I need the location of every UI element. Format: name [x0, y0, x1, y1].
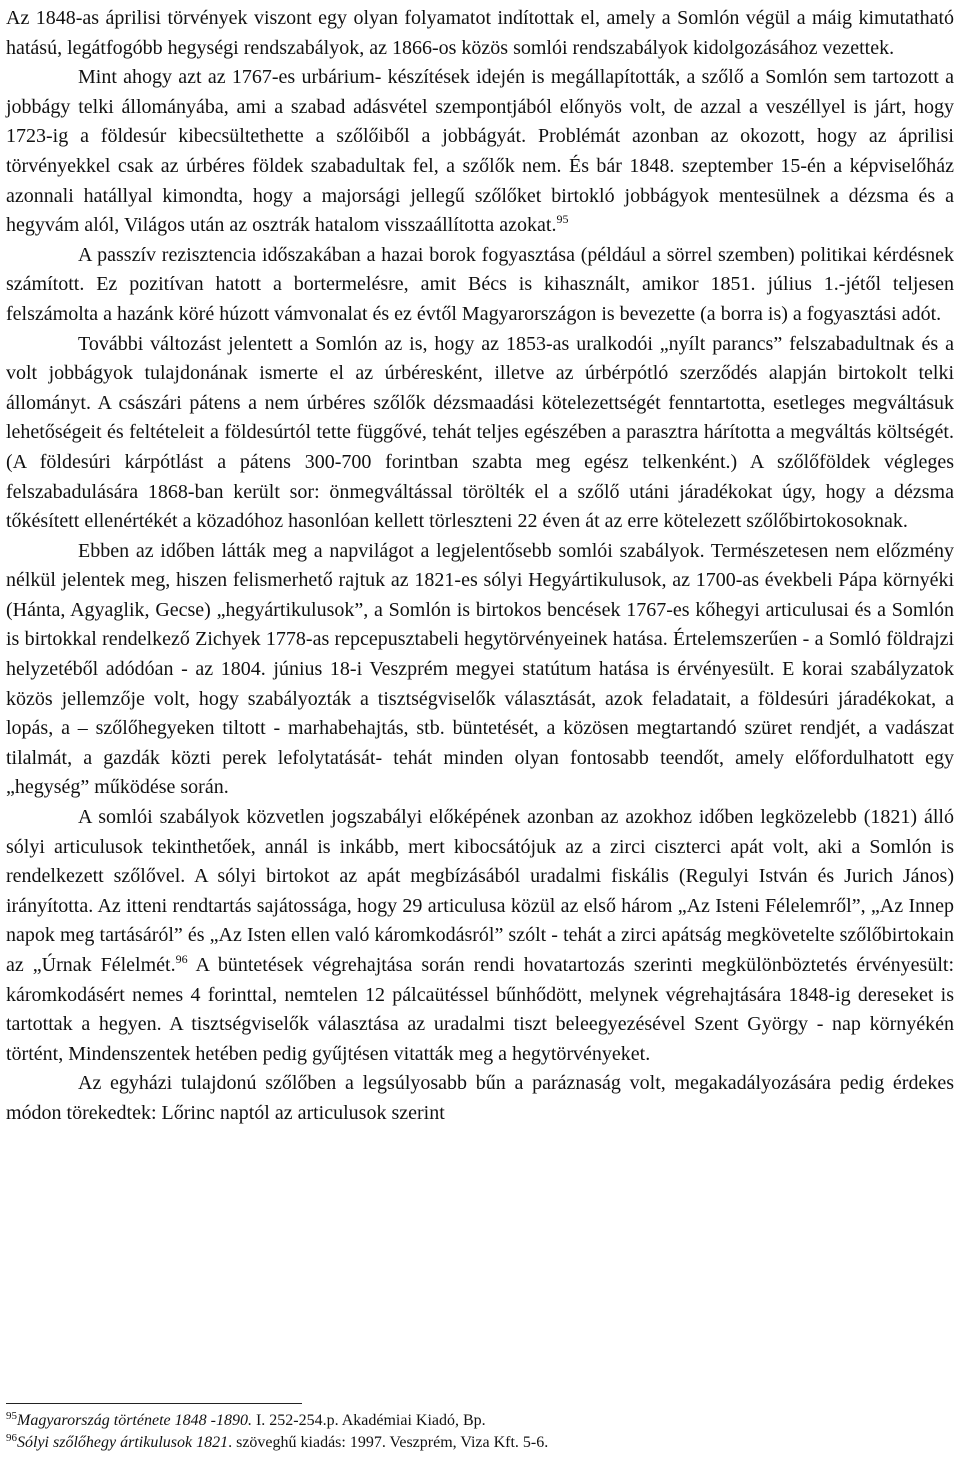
paragraph-1853-patent [6, 330, 954, 537]
footnote-source: I. 252-254.p. Akadémiai Kiadó, Bp. [251, 1412, 486, 1429]
footnote-96 [6, 1432, 954, 1454]
paragraph-text: További változást jelentett a Somlón az is, hogy az 1853-as uralkodói „nyílt parancs” felszabadultnak és a volt jobbágyok tulajdonának ismerte el az úrbéresként, illetve az úrbérpótló szerződés alapján birtokolt telki állományt. A császári pátens a nem úrbéres szőlők dézsmaadási kötelezettségét fenntartotta, esetleges megváltásuk lehetőségeit és feltételeit a földesúrtól tette függővé, tehát teljes egészében a parasztra hárította a megváltás költségét. (A földesúri kárpótlást a pátens 300-700 forintban szabta meg egész telkenként.) A szőlőföldek végleges felszabadulására 1868-ban került sor: önmegváltással törölték el a szőlő utáni járadékokat úgy, hogy a dézsma tőkésített ellenértékét a közadóhoz hasonlóan kellett törleszteni 22 éven át az erre kötelezett szőlőbirtokosoknak. [6, 332, 954, 533]
body-text [6, 0, 954, 1129]
paragraph-text-continued: A büntetések végrehajtása során rendi hovatartozás szerinti megkülönböztetés érvényesült: káromkodásért nemes 4 forinttal, nemtelen 12 pálcaütéssel bűnhődött, melynek végrehajtására 1848-ig dereseket is tartottak a hegyen. A tisztségviselők választása az uradalmi tiszt beleegyezésével Szent György - nap környékén történt, Mindenszentek hetében pedig gyűjtésen vitatták meg a hegytörvényeket. [6, 954, 954, 1065]
footnote-source: . szöveghű kiadás: 1997. Veszprém, Viza Kft. 5-6. [228, 1434, 549, 1451]
paragraph-text: A passzív rezisztencia időszakában a hazai borok fogyasztása (például a sörrel szemben) politikai kérdésnek számított. Ez pozitívan hatott a bortermelésre, amit Bécs is kihasznált, amikor 1851. július 1.-jétől teljesen felszámolta a hazánk köré húzott vámvonalat és ez évtől Magyarországon is bevezette (a borra is) a fogyasztási adót. [6, 243, 954, 325]
paragraph-somlo-rules [6, 537, 954, 803]
footnote-95 [6, 1410, 954, 1432]
footnote-number: 96 [6, 1432, 17, 1444]
paragraph-text: Mint ahogy azt az 1767-es urbárium- készítések idején is megállapították, a szőlő a Somlón sem tartozott a jobbágy telki állományába, ami a szabad adásvétel szempontjából előnyös volt, de azzal a veszéllyel is járt, hogy 1723-ig a földesúr kibecsültethette a szőlőiből a jobbágyát. Problémát azonban az okozott, hogy az áprilisi törvényekkel csak az úrbéres földek szabadultak fel, a szőlők nem. És bár 1848. szeptember 15-én a képviselőház azonnali hatállyal kimondta, hogy a majorsági jellegű szőlőket birtokló jobbágyok mentesülnek a dézsma és a hegyvám alól, Világos után az osztrák hatalom visszaállította azokat. [6, 66, 954, 237]
paragraph-text: A somlói szabályok közvetlen jogszabályi előképének azonban az azokhoz időben legközelebb (1821) álló sólyi articulusok tekinthetőek, annál is inkább, mert kibocsátójuk az a zirci ciszterci apát volt, aki a Somlón is rendelkezett szőlővel. A sólyi birtokot az apát megbízásából uradalmi fiskális (Regulyi István és Jurich János) irányította. Az itteni rendtartás sajátossága, hogy 29 articulusa közül az első három „Az Isteni Félelemről”, „Az Innep napok meg tartásáról” és „Az Isten ellen való káromkodásról” szólt - tehát a zirci apátság megkövetelte szőlőbirtokain az „Úrnak Félelmét. [6, 806, 954, 976]
paragraph-text: Ebben az időben látták meg a napvilágot a legjelentősebb somlói szabályok. Természetesen nem előzmény nélkül jelentek meg, hiszen felismerhető rajtuk az 1821-es sólyi Hegyártikulusok, az 1700-as évekbeli Pápa környéki (Hánta, Agyaglik, Gecse) „hegyártikulusok”, a Somlón is birtokos bencések 1767-es kőhegyi articulusai és a Somlón is birtokkal rendelkező Zichyek 1778-as repcepusztabeli hegytörvényeinek hatása. Értelemszerűen - a Somló földrajzi helyzetéből adódóan - az 1804. június 18-i Veszprém megyei statútum hatása is érvényesült. E korai szabályzatok közös jellemzője volt, hogy szabályozták a tisztségviselők választását, azok feladatait, a földesúri járadékokat, a lopás, a – szőlőhegyeken tiltott - marhabehajtás, stb. büntetését, a közösen megtartandó szüret rendjét, a vadászat tilalmát, a gazdák közti perek lefolytatását- tehát minden olyan fontosabb teendőt, amely előfordulhatott egy „hegység” működése során. [6, 539, 954, 799]
paragraph-solyi-articles [6, 803, 954, 1069]
footnote-number: 95 [6, 1410, 17, 1422]
footnote-ref-96[interactable]: 96 [175, 952, 188, 966]
footnotes [6, 1403, 954, 1454]
paragraph-text: Az egyházi tulajdonú szőlőben a legsúlyosabb bűn a paráznaság volt, megakadályozására pedig érdekes módon törekedtek: Lőrinc naptól az articulusok szerint [6, 1072, 954, 1124]
paragraph-urbarium [6, 63, 954, 241]
footnote-title: Magyarország története 1848 -1890. [17, 1412, 252, 1429]
paragraph-passive-resistance [6, 241, 954, 330]
footnote-ref-95[interactable]: 95 [556, 212, 569, 227]
document-page [6, 0, 954, 1129]
paragraph-text: Az 1848-as áprilisi törvények viszont egy olyan folyamatot indítottak el, amely a Somlón végül a máig kimutatható hatású, legátfogóbb hegységi rendszabályok, az 1866-os közös somlói rendszabályok kidolgozásához vezettek. [6, 7, 954, 59]
footnote-separator [6, 1403, 302, 1404]
paragraph-1848-laws [6, 4, 954, 63]
footnote-title: Sólyi szőlőhegy ártikulusok 1821 [17, 1434, 229, 1451]
paragraph-church-vineyard [6, 1069, 954, 1128]
